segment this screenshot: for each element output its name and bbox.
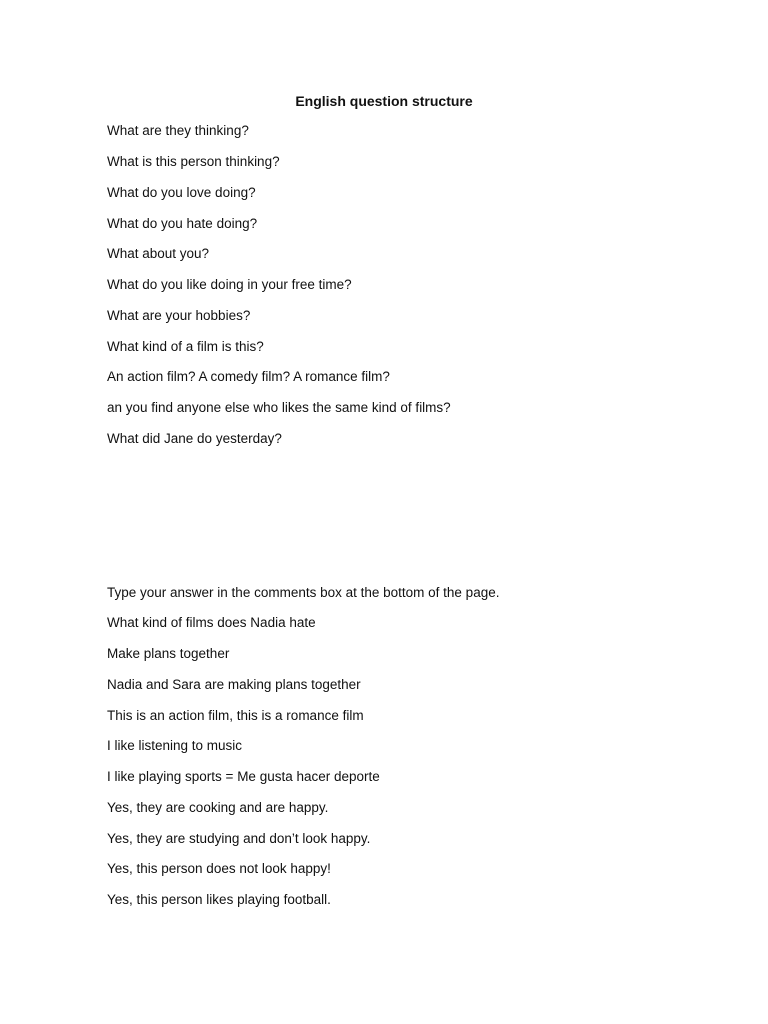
answer-line: Yes, they are cooking and are happy. — [107, 800, 329, 815]
answer-line: Yes, they are studying and don’t look happy. — [107, 831, 371, 846]
question-line: What are your hobbies? — [107, 308, 251, 323]
answer-line: Yes, this person does not look happy! — [107, 861, 331, 876]
answer-line: I like listening to music — [107, 738, 243, 753]
answer-line: I like playing sports = Me gusta hacer deporte — [107, 769, 380, 784]
question-line: What did Jane do yesterday? — [107, 431, 282, 446]
answer-line: What kind of films does Nadia hate — [107, 615, 316, 630]
question-line: What kind of a film is this? — [107, 339, 264, 354]
answer-line: Make plans together — [107, 646, 230, 661]
answer-line: This is an action film, this is a romance film — [107, 708, 364, 723]
question-line: What is this person thinking? — [107, 154, 280, 169]
question-line: What do you like doing in your free time? — [107, 277, 352, 292]
document-title: English question structure — [295, 93, 473, 109]
question-line: An action film? A comedy film? A romance film? — [107, 369, 390, 384]
answer-line: Nadia and Sara are making plans together — [107, 677, 361, 692]
question-line: What are they thinking? — [107, 123, 249, 138]
instruction-line: Type your answer in the comments box at the bottom of the page. — [107, 585, 500, 600]
question-line: What about you? — [107, 246, 210, 261]
question-line: What do you hate doing? — [107, 216, 258, 231]
question-line: What do you love doing? — [107, 185, 256, 200]
answer-line: Yes, this person likes playing football. — [107, 892, 331, 907]
question-line: an you find anyone else who likes the same kind of films? — [107, 400, 451, 415]
